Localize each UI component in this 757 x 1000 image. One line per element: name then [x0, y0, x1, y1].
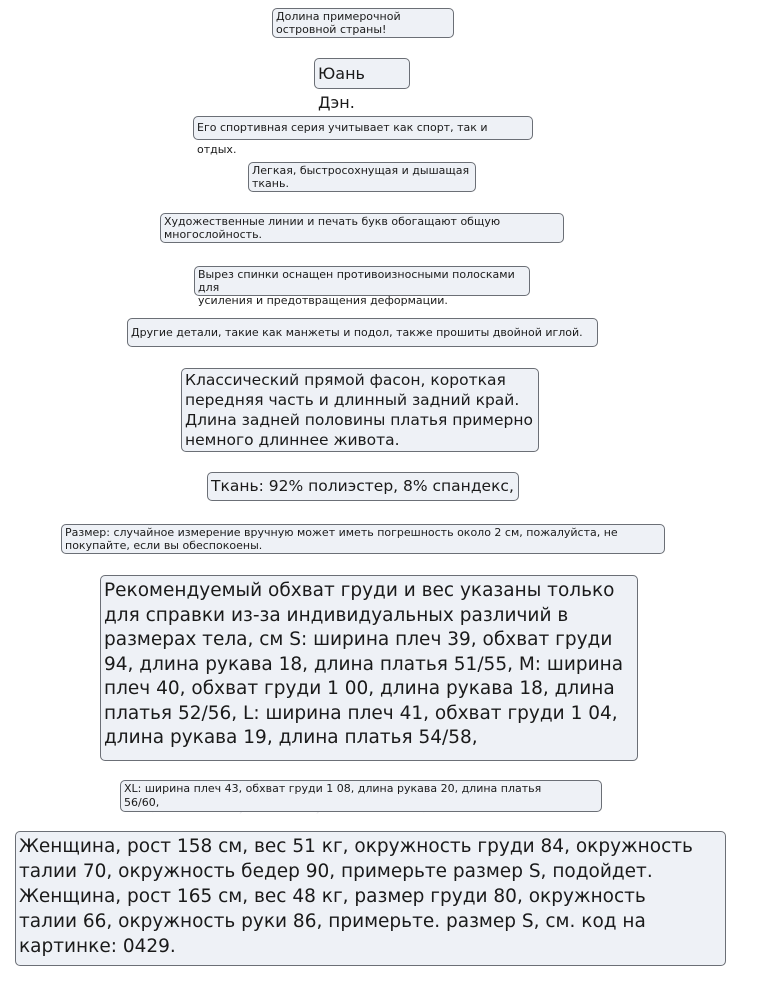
text-line: многослойность. — [164, 228, 263, 241]
text-line: талии 66, окружность руки 86, примерьте. размер S, см. код на — [19, 911, 646, 932]
text-line: Юань Дэн. — [318, 64, 365, 112]
text-block-brand — [314, 58, 410, 112]
text-line: покупайте, если вы обеспокоены. — [65, 539, 263, 552]
text-line: размерах тела, см S: ширина плеч 39, обхват груди — [104, 629, 613, 650]
text-line: Ткань: 92% полиэстер, 8% спандекс, — [211, 477, 514, 495]
text-block-model-info — [15, 831, 726, 966]
text-line: усиления и предотвращения деформации. — [198, 294, 448, 307]
text-line: Рекомендуемый обхват груди и вес указаны только — [104, 580, 615, 601]
text-block-details — [127, 318, 598, 347]
text-block-print — [160, 213, 564, 243]
text-block-cut — [181, 368, 539, 452]
text-block-series — [193, 116, 533, 156]
text-line: талии 70, окружность бедер 90, примерьте размер S, подойдет. — [19, 861, 653, 882]
text-line: ткань. — [252, 177, 289, 190]
text-block-size-note — [61, 524, 665, 554]
text-line: Его спортивная серия учитывает как спорт, так и отдых. — [197, 121, 488, 156]
text-line: 56/60, — [124, 796, 160, 809]
text-line: для справки из-за индивидуальных различий в — [104, 604, 569, 626]
text-line: Размер: случайное измерение вручную может иметь погрешность около 2 см, пожалуйста, не — [65, 526, 618, 539]
text-line: Классический прямой фасон, короткая — [185, 371, 506, 389]
text-line: картинке: 0429. — [19, 936, 176, 957]
text-block-neckline — [194, 266, 530, 307]
text-line: длина рукава 19, длина платья 54/58, — [104, 727, 478, 748]
text-line: немного длиннее живота. — [185, 431, 400, 449]
text-line: Вырез спинки оснащен противоизносными полосками для — [198, 268, 515, 294]
text-line: Женщина, рост 158 см, вес 51 кг, окружность груди 84, окружность — [19, 836, 693, 857]
text-block-composition — [207, 472, 519, 501]
text-line: островной страны! — [276, 23, 387, 36]
text-block-size-xl — [120, 780, 602, 812]
text-line: Женщина, рост 165 см, вес 48 кг, размер груди 80, окружность — [19, 886, 646, 907]
text-line: Длина задней половины платья примерно — [185, 411, 533, 429]
text-block-fabric-feature — [248, 162, 476, 192]
text-line: Легкая, быстросохнущая и дышащая — [252, 164, 470, 177]
text-block-size-chart — [100, 575, 638, 761]
text-line: 94, длина рукава 18, длина платья 51/55, M: ширина — [104, 653, 624, 675]
text-line: Другие детали, такие как манжеты и подол, также прошиты двойной иглой. — [131, 326, 583, 339]
text-line: Долина примерочной — [276, 10, 401, 23]
text-line: плеч 40, обхват груди 1 00, длина рукава 18, длина — [104, 678, 615, 699]
text-line: платья 52/56, L: ширина плеч 41, обхват груди 1 04, — [104, 702, 618, 724]
text-line: Художественные линии и печать букв обогащают общую — [164, 215, 501, 228]
text-line: передняя часть и длинный задний край. — [185, 391, 520, 409]
text-block-title — [272, 8, 454, 38]
text-line: XL: ширина плеч 43, обхват груди 1 08, длина рукава 20, длина платья — [124, 782, 542, 795]
